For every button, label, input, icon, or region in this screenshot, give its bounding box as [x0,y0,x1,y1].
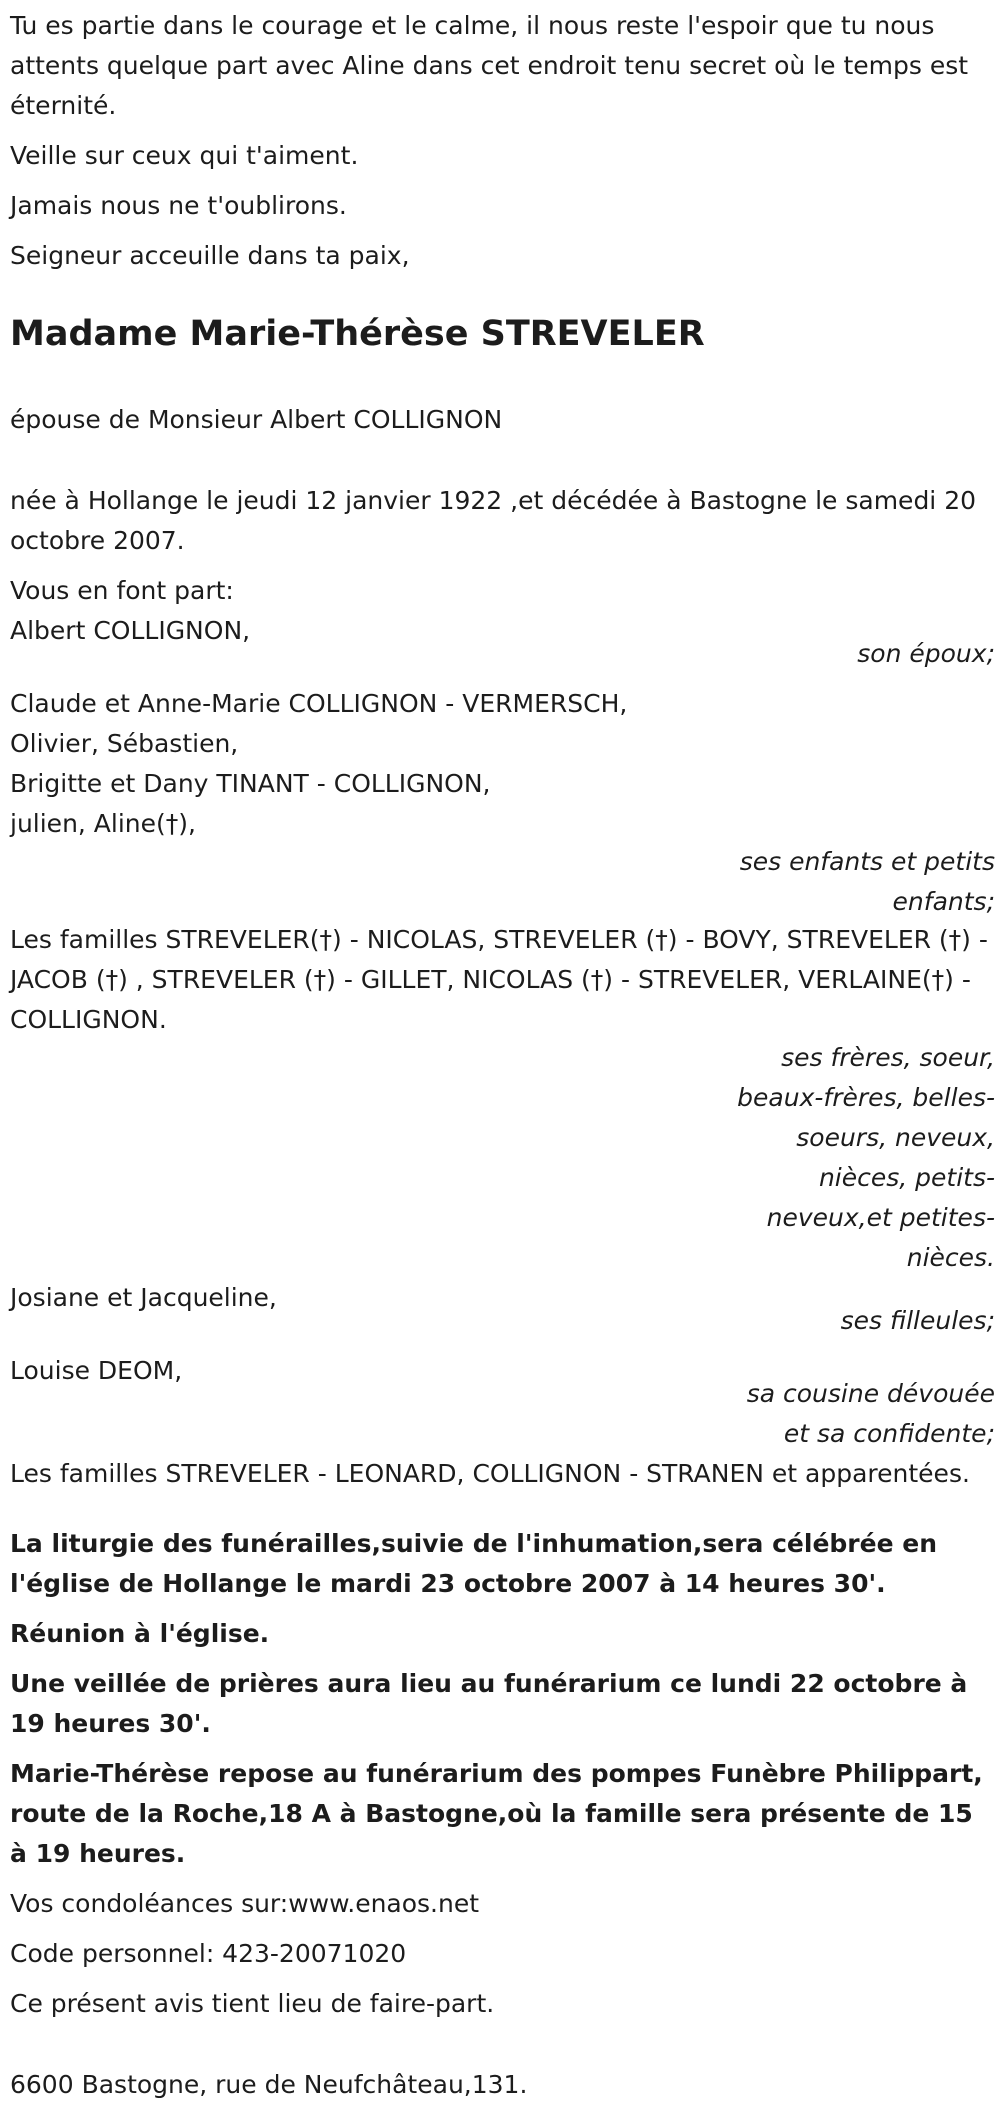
list-item: Olivier, Sébastien, [10,729,239,758]
notice-line: Ce présent avis tient lieu de faire-part. [10,1989,495,2018]
intro-line-watch: Veille sur ceux qui t'aiment. [10,141,359,170]
birth-death-line: née à Hollange le jeudi 12 janvier 1922 ,et décédée à Bastogne le samedi 20 octobre 2007. [10,486,977,555]
role-text: son époux; [857,639,995,668]
children-role [10,842,995,922]
cousin-name: Louise DEOM, [10,1356,183,1385]
intro-line-never-forget: Jamais nous ne t'oublirons. [10,191,347,220]
vigil-text: Une veillée de prières aura lieu au funérarium ce lundi 22 octobre à 19 heures 30'. [10,1669,968,1738]
intro-line-prayer: Seigneur acceuille dans ta paix, [10,241,410,270]
ceremony-section [10,1524,995,1874]
list-item: Claude et Anne-Marie COLLIGNON - VERMERSCH, [10,689,628,718]
list-item: Brigitte et Dany TINANT - COLLIGNON, [10,769,491,798]
related-families: Les familles STREVELER - LEONARD, COLLIGNON - STRANEN et apparentées. [10,1459,970,1488]
role-text: ses filleules; [840,1306,995,1335]
children-list [10,684,995,844]
goddaughters-names: Josiane et Jacqueline, [10,1283,277,1312]
deceased-name: Madame Marie-Thérèse STREVELER [10,314,705,354]
condolences-line: Vos condoléances sur:www.enaos.net [10,1889,480,1918]
personal-code-line: Code personnel: 423-20071020 [10,1939,407,1968]
role-text: sa cousine dévouée et sa confidente; [746,1379,995,1448]
family-spouse-name: Albert COLLIGNON, [10,616,251,645]
list-item: julien, Aline(†), [10,809,196,838]
meeting-text: Réunion à l'église. [10,1619,270,1648]
intro-verse: Tu es partie dans le courage et le calme, il nous reste l'espoir que tu nous attents quelque part avec Aline dans cet endroit tenu secret où le temps est éternité. [10,11,969,120]
family-intro: Vous en font part: [10,576,234,605]
liturgy-text: La liturgie des funérailles,suivie de l'inhumation,sera célébrée en l'église de Hollange le mardi 23 octobre 2007 à 14 heures 30'. [10,1529,938,1598]
siblings-families: Les familles STREVELER(†) - NICOLAS, STREVELER (†) - BOVY, STREVELER (†) - JACOB (†) , STREVELER (†) - GILLET, NICOLAS (†) - STREVELER, VERLAINE(†) - COLLIGNON. [10,925,988,1034]
rest-text: Marie-Thérèse repose au funérarium des pompes Funèbre Philippart, route de la Roche,18 A à Bastogne,où la famille sera présente de 15 à 19 heures. [10,1759,983,1868]
role-text: ses enfants et petits enfants; [739,847,995,916]
spouse-line: épouse de Monsieur Albert COLLIGNON [10,405,503,434]
footer-section [10,1884,995,2105]
address-line: 6600 Bastogne, rue de Neufchâteau,131. [10,2070,528,2099]
role-text: ses frères, soeur, beaux-frères, belles-soeurs, neveux, nièces, petits-neveux,et petites-nièces. [737,1043,995,1272]
siblings-role [10,1038,995,1278]
intro-section [10,6,995,276]
